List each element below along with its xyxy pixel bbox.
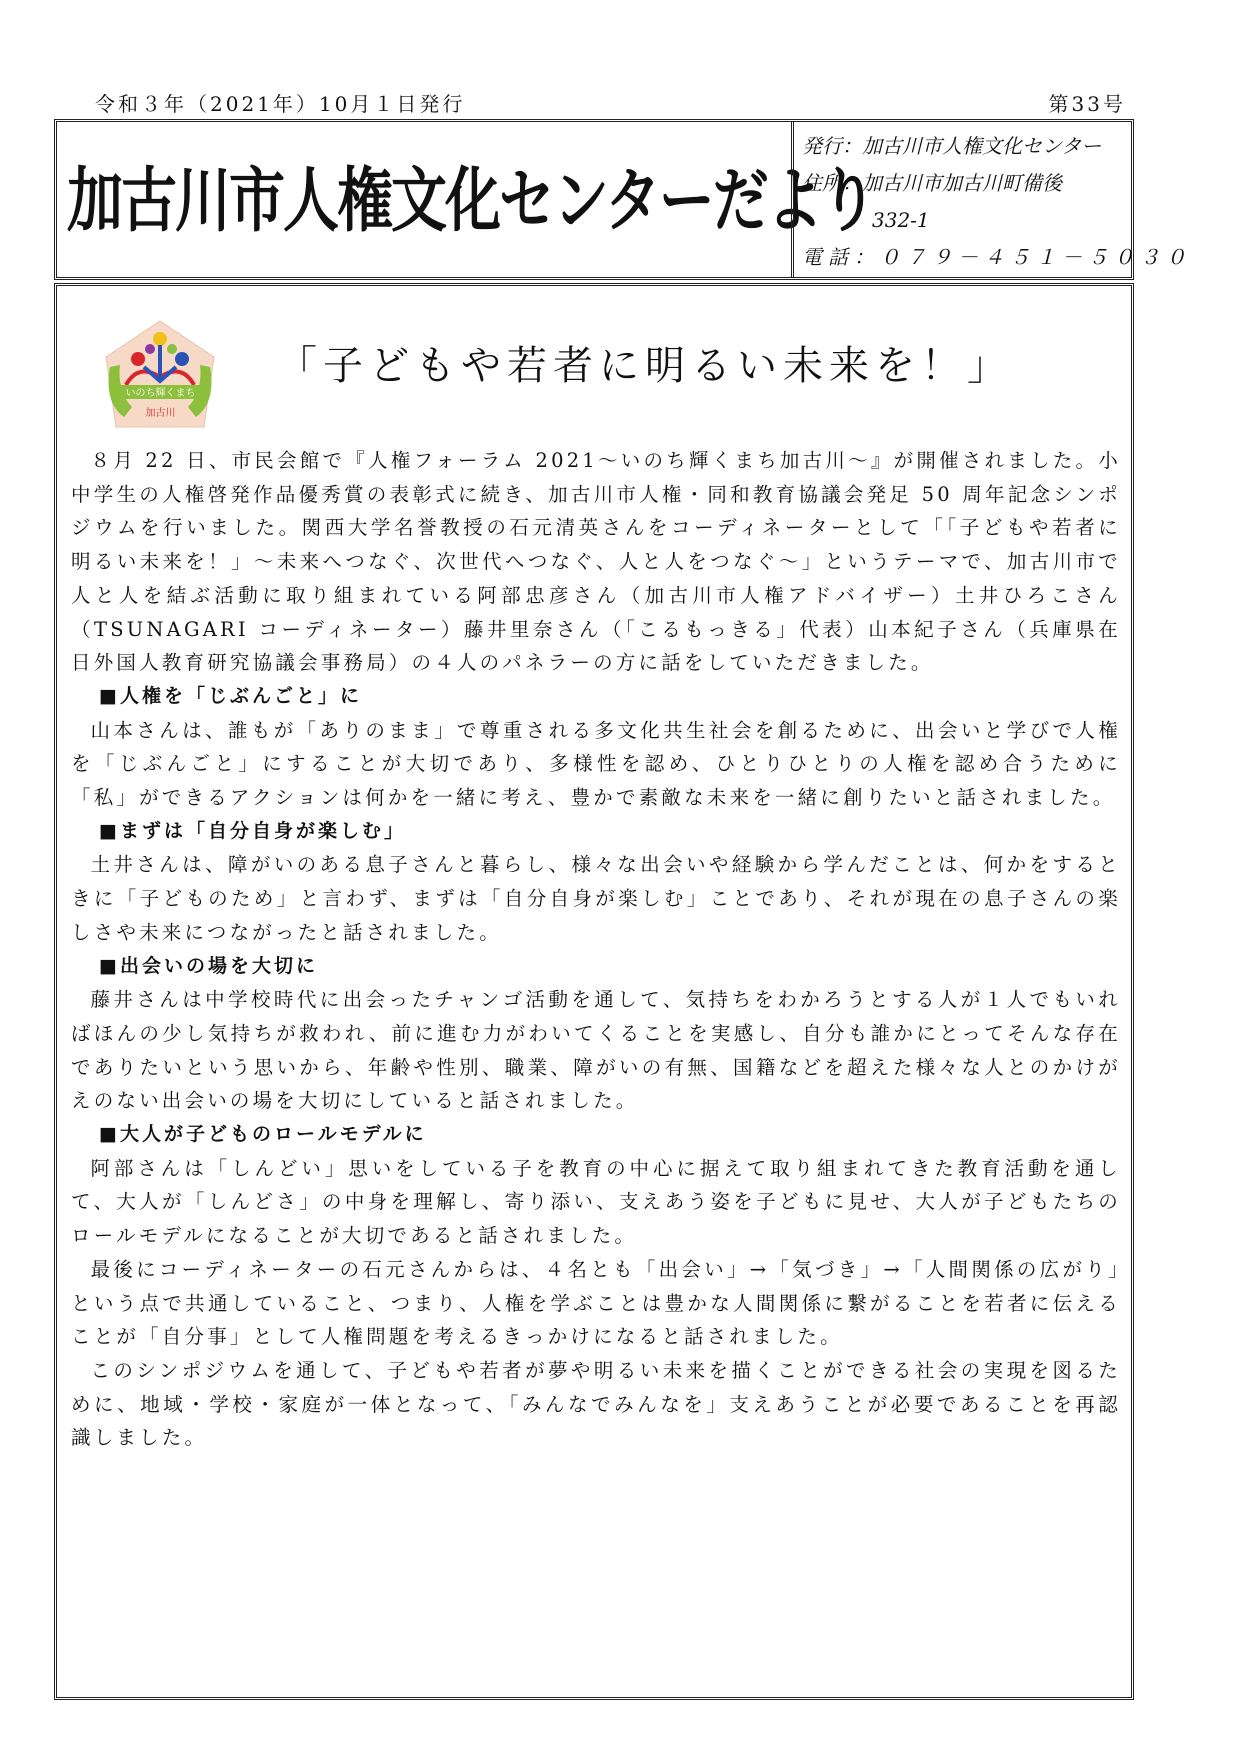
logo-figure-blue bbox=[175, 352, 189, 366]
city-logo-icon bbox=[104, 319, 217, 431]
section-paragraph: 土井さんは、障がいのある息子さんと暮らし、様々な出会いや経験から学んだことは、何かをするときに「子どものため」と言わず、まずは「自分自身が楽しむ」ことであり、それが現在の息子さんの楽しさや未来につながったと話されました。 bbox=[71, 853, 1121, 944]
section-paragraph: 藤井さんは中学校時代に出会ったチャンゴ活動を通して、気持ちをわかろうとする人が１人でもいればほんの少し気持ちが救われ、前に進む力がわいてくることを実感し、自分も誰かにとってそんな存在でありたいという思いから、年齢や性別、職業、障がいの有無、国籍などを超えた様々な人とのかけがえのない出会いの場を大切にしていると話されました。 bbox=[71, 988, 1121, 1113]
issue-line bbox=[95, 88, 1126, 116]
section-paragraph: 阿部さんは「しんどい」思いをしている子を教育の中心に据えて取り組まれてきた教育活動を通して、大人が「しんどさ」の中身を理解し、寄り添い、支えあう姿を子どもに見せ、大人が子どもたちのロールモデルになることが大切であると話されました。 bbox=[71, 1156, 1121, 1248]
closing-paragraph: 最後にコーディネーターの石元さんからは、４名とも「出会い」→「気づき」→「人間関係の広がり」という点で共通していること、つまり、人権を学ぶことは豊かな人間関係に繋がることを若者に伝えることが「自分事」として人権問題を考えるきっかけになると話されました。 bbox=[71, 1257, 1121, 1349]
issue-number: 第33号 bbox=[1048, 92, 1126, 116]
article-frame bbox=[54, 283, 1134, 1700]
section-heading: ■人権を「じぶんごと」に bbox=[99, 684, 362, 707]
section-heading: ■まずは「自分自身が楽しむ」 bbox=[99, 819, 406, 842]
article-body bbox=[71, 444, 1121, 1455]
logo-figure-purple bbox=[145, 344, 155, 354]
publisher-info bbox=[791, 122, 1192, 277]
logo-text-2: 加古川 bbox=[145, 408, 176, 419]
article-headline: 「子どもや若者に明るい未来を！」 bbox=[277, 343, 1013, 389]
section-paragraph: 山本さんは、誰もが「ありのまま」で尊重される多文化共生社会を創るために、出会いと学びで人権を「じぶんごと」にすることが大切であり、多様性を認め、ひとりひとりの人権を認め合うために「私」ができるアクションは何かを一緒に考え、豊かで素敵な未来を一緒に創りたいと話されました。 bbox=[71, 718, 1121, 810]
closing-paragraph: このシンポジウムを通して、子どもや若者が夢や明るい未来を描くことができる社会の実現を図るために、地域・学校・家庭が一体となって、「みんなでみんなを」支えあうことが必要であることを再認識しました。 bbox=[71, 1358, 1121, 1450]
logo-figure-green bbox=[167, 344, 177, 354]
publisher: 発行：加古川市人権文化センター bbox=[802, 134, 1102, 158]
address: 住所：加古川市加古川町備後 bbox=[802, 171, 1062, 195]
intro-paragraph: ８月 22 日、市民会館で『人権フォーラム 2021～いのち輝くまち加古川～』が開催されました。小中学生の人権啓発作品優秀賞の表彰式に続き、加古川市人権・同和教育協議会発足 50 周年記念シンポジウムを行いました。関西大学名誉教授の石元清英さんをコーディネーターとして「「子どもや若者に明るい未来を！」～未来へつなぐ、次世代へつなぐ、人と人をつなぐ～」というテーマで、加古川市で人と人を結ぶ活動に取り組まれている阿部忠彦さん（加古川市人権アドバイザー）土井ひろこさん（TSUNAGARI コーディネーター）藤井里奈さん（「こるもっきる」代表）山本紀子さん（兵庫県在日外国人教育研究協議会事務局）の４人のパネラーの方に話をしていただきました。 bbox=[71, 449, 1121, 675]
logo-figure-red bbox=[131, 352, 145, 366]
section-heading: ■大人が子どものロールモデルに bbox=[99, 1123, 427, 1146]
logo-figure-yellow bbox=[153, 332, 167, 346]
address-number: 332-1 bbox=[872, 208, 930, 232]
newsletter-title: 加古川市人権文化センターだより bbox=[67, 160, 875, 242]
publication-date: 令和３年（2021年）10月１日発行 bbox=[95, 92, 466, 116]
section-heading: ■出会いの場を大切に bbox=[99, 954, 318, 977]
logo-text-1: いのち輝くまち bbox=[125, 388, 196, 399]
masthead bbox=[54, 119, 1192, 280]
phone: 電話：０７９－４５１－５０３０ bbox=[802, 245, 1192, 269]
